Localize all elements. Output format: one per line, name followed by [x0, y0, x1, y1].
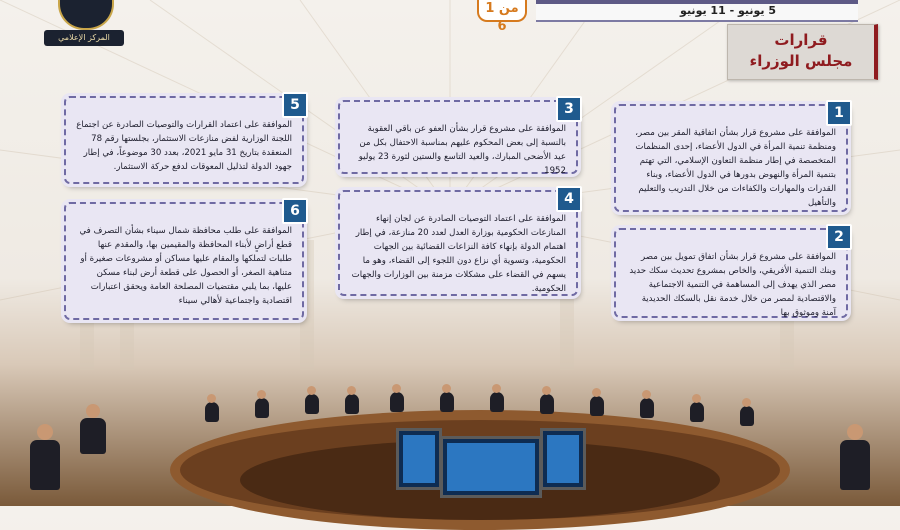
page-title-line1: قرارات — [774, 31, 828, 49]
logo-caption: المركز الإعلامي — [44, 30, 124, 46]
card-text: الموافقة على طلب محافظة شمال سيناء بشأن التصرف في قطع أراضٍ لأبناء المحافظة والمقيمين بها، والمقدم عنها طلبات لتملكها والمقام عليها مساكن أو مشروعات صغيرة أو متناهية الصغر، أو الحصول على قطعة أرض لبناء مسكن عليها، بما يلبي مقتضيات المصلحة العامة ويحقق اعتبارات اقتصادية واجتماعية لأهالي سيناء — [79, 226, 292, 306]
display-screen-right — [540, 428, 586, 490]
card-number: 5 — [282, 92, 308, 118]
page-title-line2: مجلس الوزراء — [749, 52, 853, 70]
card-text: الموافقة على مشروع قرار بشأن اتفاق تمويل بين مصر وبنك التنمية الأفريقي، والخاص بمشروع تحديث سكك حديد مصر الذي يهدف إلى المساهمة في التنمية الاجتماعية والاقتصادية لمصر من خلال خدمة نقل بالسكك الحديدية آمنة وموثوق بها — [629, 252, 836, 318]
card-number: 1 — [826, 100, 852, 126]
date-range: 5 يونيو - 11 يونيو — [680, 4, 776, 17]
card-number: 4 — [556, 186, 582, 212]
card-number: 6 — [282, 198, 308, 224]
decision-card-2 — [614, 228, 848, 318]
display-screen-left — [396, 428, 442, 490]
media-center-logo — [44, 0, 124, 48]
card-text: الموافقة على مشروع قرار بشأن اتفاقية المقر بين مصر، ومنظمة تنمية المرأة في الدول الأعضاء، إحدى المنظمات المتخصصة في إطار منظمة التعاون الإسلامي، التي تهتم بتنمية المرأة والنهوض بدورها في الدول الأعضاء، وبناء القدرات والمهارات والكفاءات من خلال التدريب والتعليم والتأهيل — [635, 128, 836, 208]
card-text: الموافقة على اعتماد التوصيات الصادرة عن لجان إنهاء المنازعات الحكومية بوزارة العدل لعدد 20 منازعة، في إطار اهتمام الدولة بإنهاء كافة النزاعات القضائية بين الجهات الحكومية، وتسوية أي نزاع دون اللجوء إلى القضاء، وهو ما يسهم في القضاء على مشكلات مزمنة بين الوزارات والجهات الحكومية. — [351, 214, 566, 294]
decision-card-5 — [64, 96, 304, 184]
decision-card-1 — [614, 104, 848, 212]
emblem-icon — [58, 0, 114, 30]
display-screen-center — [440, 436, 542, 498]
page-title-box — [727, 24, 878, 80]
card-number: 2 — [826, 224, 852, 250]
decision-card-3 — [338, 100, 578, 174]
issue-badge: 1 من 6 — [477, 0, 527, 22]
card-text: الموافقة على اعتماد القرارات والتوصيات الصادرة عن اجتماع اللجنة الوزارية لفض منازعات الاستثمار، بجلستها رقم 78 المنعقدة بتاريخ 31 مايو 2021، بعدد 30 موضوعاً، في إطار جهود الدولة لتذليل المعوقات لدفع حركة الاستثمار. — [76, 120, 292, 172]
card-number: 3 — [556, 96, 582, 122]
decision-card-4 — [338, 190, 578, 296]
card-text: الموافقة على مشروع قرار بشأن العفو عن باقي العقوبة بالنسبة إلى بعض المحكوم عليهم بمناسبة الاحتفال بكل من عيد الأضحى المبارك، والعيد التاسع والستين لثورة 23 يوليو 1952 — [358, 124, 566, 176]
decision-card-6 — [64, 202, 304, 320]
